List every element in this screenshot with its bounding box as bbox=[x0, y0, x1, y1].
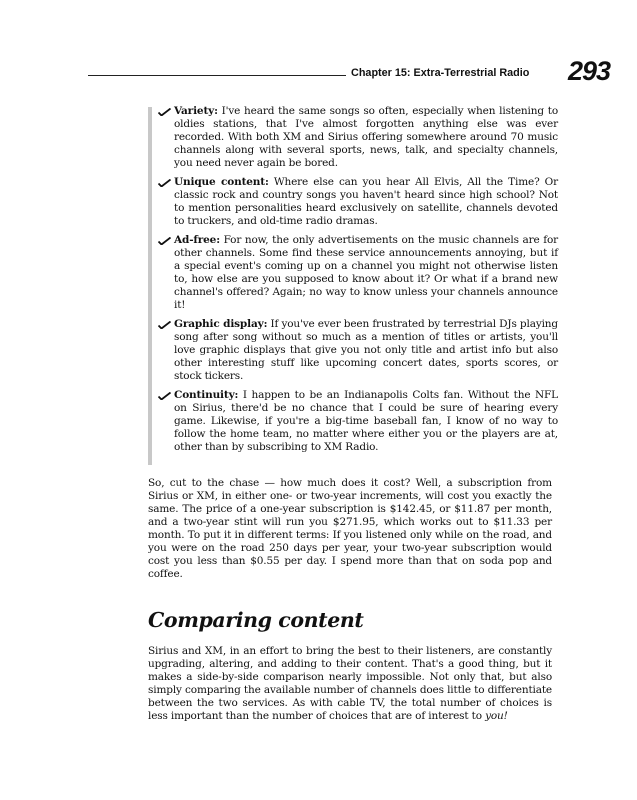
bullet-label: Graphic display: bbox=[174, 318, 268, 330]
section-heading: Comparing content bbox=[148, 608, 364, 632]
check-icon bbox=[158, 392, 171, 400]
emphasis-text: you! bbox=[485, 710, 508, 722]
bullet-item-ad-free bbox=[158, 234, 558, 312]
chapter-title: Chapter 15: Extra-Terrestrial Radio bbox=[351, 67, 530, 79]
check-icon bbox=[158, 237, 171, 245]
check-icon bbox=[158, 108, 171, 116]
bullet-text: If you've ever been frustrated by terrestrial DJs playing song after song without so much as a mention of titles or artists, you'll love graphic displays that give you not only title and artist info but also other interesting stuff like upcoming concert dates, sports scores, or stock tickers. bbox=[174, 318, 558, 382]
bullet-label: Continuity: bbox=[174, 389, 239, 401]
bullet-text: Where else can you hear All Elvis, All the Time? Or classic rock and country songs you haven't heard since high school? Not to mention personalities heard exclusively on satellite, channels devoted to truckers, and old-time radio dramas. bbox=[174, 176, 559, 227]
bullet-item-continuity bbox=[158, 389, 558, 454]
pricing-paragraph: So, cut to the chase — how much does it cost? Well, a subscription from Sirius or XM, in either one- or two-year increments, will cost you exactly the same. The price of a one-year subscription is $142.45, or $11.87 per month, and a two-year stint will run you $271.95, which works out to $11.33 per month. To put it in different terms: If you listened only while on the road, and you were on the road 250 days per year, your two-year subscription would cost you less than $0.55 per day. I spend more than that on soda pop and coffee. bbox=[148, 477, 552, 580]
paragraph-text: Sirius and XM, in an effort to bring the best to their listeners, are constantly upgrading, altering, and adding to their content. That's a good thing, but it makes a side-by-side comparison nearly impossible. Not only that, but also simply comparing the available number of channels does little to differentiate between the two services. As with cable TV, the total number of choices is less important than the number of choices that are of interest to bbox=[148, 645, 552, 722]
list-sidebar-bar bbox=[148, 107, 152, 465]
bullet-text: I happen to be an Indianapolis Colts fan. Without the NFL on Sirius, there'd be no chance that I could be sure of hearing every game. Likewise, if you're a big-time baseball fan, I know of no way to follow the home team, no matter where either you or the players are at, other than by subscribing to XM Radio. bbox=[174, 389, 558, 453]
bullet-item-variety bbox=[158, 105, 558, 170]
comparing-content-paragraph bbox=[148, 645, 552, 733]
page-number: 293 bbox=[568, 56, 611, 86]
bullet-label: Unique content: bbox=[174, 176, 269, 188]
header-rule bbox=[88, 75, 346, 76]
bullet-item-unique-content bbox=[158, 176, 558, 228]
bullet-text: I've heard the same songs so often, especially when listening to oldies stations, that I've almost forgotten anything else was ever recorded. With both XM and Sirius offering somewhere around 70 music channels along with several sports, news, talk, and specialty channels, you need never again be bored. bbox=[174, 105, 558, 169]
check-icon bbox=[158, 179, 171, 187]
bullet-text: For now, the only advertisements on the music channels are for other channels. Some find these service announcements annoying, but if a special event's coming up on a channel you might not otherwise listen to, how else are you supposed to know about it? Or what if a brand new channel's offered? Again; no way to know unless your channels announce it! bbox=[174, 234, 558, 311]
check-icon bbox=[158, 321, 171, 329]
bullet-label: Variety: bbox=[174, 105, 218, 117]
bullet-item-graphic-display bbox=[158, 318, 558, 383]
bullet-label: Ad-free: bbox=[174, 234, 220, 246]
feature-bullet-list bbox=[158, 105, 558, 460]
